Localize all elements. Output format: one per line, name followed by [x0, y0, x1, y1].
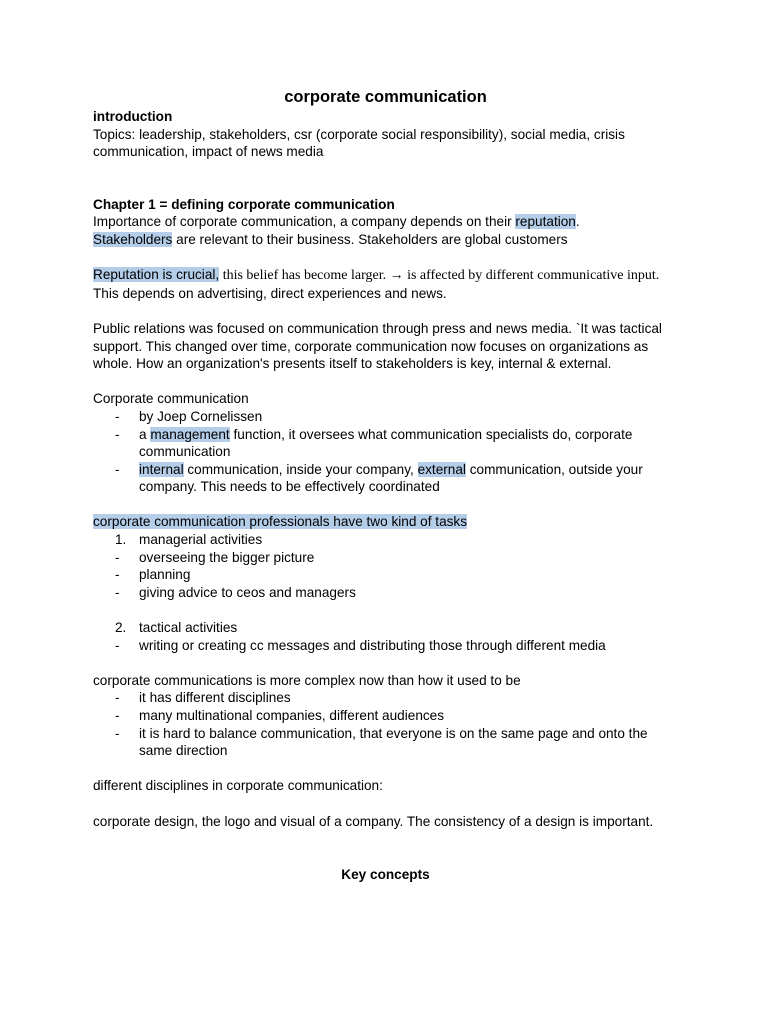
public-relations-paragraph: Public relations was focused on communication through press and news media. `It was tactical support. This changed over time, corporate communication now focuses on organizations as whole. How an organization's presents itself to stakeholders is key, internal & external.	[93, 320, 662, 372]
cc-heading: Corporate communication	[93, 391, 249, 407]
highlight-reputation: reputation	[515, 214, 576, 230]
reputation-paragraph: Reputation is crucial, this belief has become larger. → is affected by different communicative input.	[93, 267, 660, 284]
list-item: - it has different disciplines	[115, 690, 291, 706]
spacer	[93, 249, 678, 267]
tasks-list-1	[93, 531, 678, 549]
topics-paragraph: Topics: leadership, stakeholders, csr (corporate social responsibility), social media, crisis communication, impact of news media	[93, 126, 625, 160]
disciplines-line: different disciplines in corporate communication:	[93, 778, 383, 794]
spacer	[93, 161, 678, 196]
stakeholders-paragraph: Stakeholders are relevant to their business. Stakeholders are global customers	[93, 231, 568, 247]
list-item: - writing or creating cc messages and distributing those through different media	[115, 637, 606, 653]
list-item: - giving advice to ceos and managers	[115, 584, 356, 600]
list-item: - internal communication, inside your company, external communication, outside your company. This needs to be effectively coordinated	[115, 461, 643, 495]
list-item: 1. managerial activities	[115, 532, 263, 548]
managerial-sub-list	[93, 549, 678, 602]
list-item: - a management function, it oversees what communication specialists do, corporate communication	[115, 426, 633, 460]
highlight-stakeholders: Stakeholders	[93, 231, 173, 247]
highlight-external: external	[417, 461, 466, 477]
list-item: 2. tactical activities	[115, 620, 238, 636]
cc-bullet-list	[93, 408, 678, 496]
highlight-management: management	[150, 426, 230, 442]
spacer	[93, 496, 678, 514]
spacer	[93, 302, 678, 320]
spacer	[93, 654, 678, 672]
design-paragraph: corporate design, the logo and visual of a company. The consistency of a design is important.	[93, 813, 654, 829]
advertising-line: This depends on advertising, direct experiences and news.	[93, 285, 447, 301]
complex-list	[93, 689, 678, 759]
key-concepts-heading: Key concepts	[341, 866, 430, 882]
highlight-tasks: corporate communication professionals have two kind of tasks	[93, 514, 468, 530]
spacer	[93, 373, 678, 391]
highlight-reputation-crucial: Reputation is crucial,	[93, 267, 220, 283]
spacer	[93, 830, 678, 848]
list-item: - overseeing the bigger picture	[115, 549, 315, 565]
tactical-sub-list	[93, 637, 678, 655]
list-item: - many multinational companies, different audiences	[115, 708, 445, 723]
highlight-internal: internal	[139, 461, 184, 477]
chapter1-heading: Chapter 1 = defining corporate communication	[93, 196, 395, 212]
spacer	[93, 795, 678, 813]
intro-heading: introduction	[93, 109, 173, 124]
list-item: - planning	[115, 567, 191, 583]
spacer	[93, 601, 678, 619]
tasks-list-2	[93, 619, 678, 637]
list-item: - it is hard to balance communication, that everyone is on the same page and onto the same direction	[115, 725, 648, 759]
complex-heading: corporate communications is more complex now than how it used to be	[93, 672, 521, 688]
spacer	[93, 848, 678, 866]
spacer	[93, 760, 678, 778]
document-page	[93, 87, 678, 883]
importance-paragraph: Importance of corporate communication, a company depends on their reputation.	[93, 214, 580, 230]
list-item: - by Joep Cornelissen	[115, 408, 263, 424]
tasks-heading	[93, 513, 678, 531]
document-title: corporate communication	[284, 88, 487, 106]
